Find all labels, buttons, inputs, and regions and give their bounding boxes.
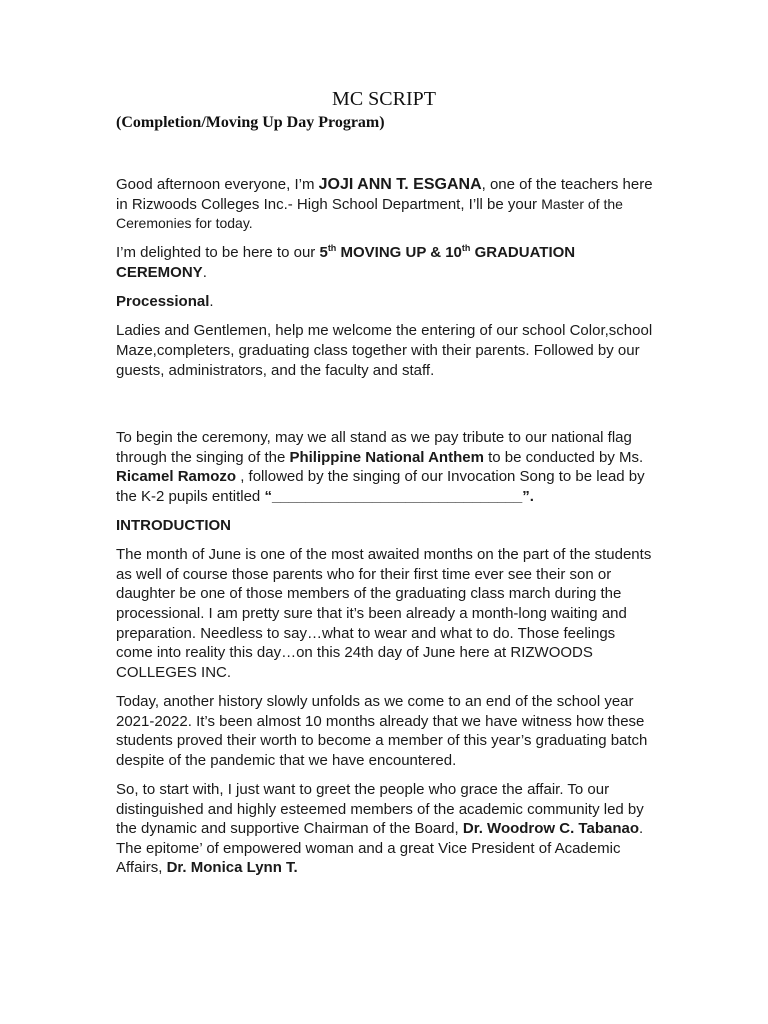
document-body — [116, 175, 656, 888]
chairman-name: Dr. Woodrow C. Tabanao — [462, 820, 639, 838]
greet-text-2: . The epitome’ of empowered woman and a great Vice President of Academic Affairs, — [116, 820, 644, 877]
invocation-song-blank: “______________________________”. — [264, 487, 534, 505]
processional-heading: Processional — [116, 293, 210, 311]
intro-paragraph-1: The month of June is one of the most awaited months on the part of the students as well of course those parents who for their first time ever see their son or daughter be one of those members of the graduating class march during the processional. I am pretty sure that it’s been already a month-long waiting and preparation. Needless to say…what to wear and what to do. Those feelings come into reality this day…on this 24th day of June here at RIZWOODS COLLEGES INC. — [116, 546, 652, 681]
delight-period: . — [202, 263, 207, 281]
anthem-text-2: to be conducted by Ms. — [483, 448, 644, 466]
delight-text: I’m delighted to be here to our — [116, 244, 320, 262]
greeting-text-continued: , one of the teachers here in Rizwoods Colleges Inc.- High School Department, I’ll be your — [116, 176, 653, 213]
document-subtitle: (Completion/Moving Up Day Program) — [116, 114, 385, 131]
processional-period: . — [209, 293, 214, 311]
greet-paragraph — [116, 780, 656, 878]
document-title: MC SCRIPT — [332, 88, 436, 110]
conductor-name: Ricamel Ramozo — [116, 468, 237, 486]
anthem-paragraph — [116, 428, 656, 506]
anthem-title: Philippine National Anthem — [289, 448, 484, 466]
welcome-paragraph: Ladies and Gentlemen, help me welcome the entering of our school Color,school Maze,completers, graduating class together with their parents. Followed by our guests, administrators, and the faculty and staff. — [116, 322, 653, 379]
ordinal-suffix-2: th — [461, 243, 471, 254]
greeting-text: Good afternoon everyone, I’m — [116, 176, 319, 193]
anthem-text-3: , followed by the singing of our Invocation Song to be lead by the K-2 pupils entitled — [116, 468, 645, 505]
greeting-text-end: Master of the Ceremonies for today. — [116, 195, 623, 232]
event-name-end: GRADUATION CEREMONY — [116, 244, 576, 281]
introduction-heading: INTRODUCTION — [116, 517, 231, 535]
processional-paragraph — [116, 292, 656, 312]
event-name-middle: MOVING UP & 10 — [336, 244, 462, 262]
mc-name: JOJI ANN T. ESGANA — [318, 176, 482, 193]
event-number-1: 5 — [319, 244, 328, 262]
greeting-paragraph — [116, 175, 656, 234]
anthem-text-1: To begin the ceremony, may we all stand as we pay tribute to our national flag through the singing of the — [116, 429, 632, 466]
intro-paragraph-2: Today, another history slowly unfolds as we come to an end of the school year 2021-2022. It’s been almost 10 months already that we have witness how these students proved their worth to become a member of this year’s graduating batch despite of the pandemic that we have encountered. — [116, 693, 648, 769]
delight-paragraph — [116, 243, 656, 282]
vp-name: Dr. Monica Lynn T. — [166, 859, 298, 877]
ordinal-suffix-1: th — [327, 243, 337, 254]
greet-text-1: So, to start with, I just want to greet the people who grace the affair. To our distinguished and highly esteemed members of the academic community led by the dynamic and supportive Chairman of the Board, — [116, 781, 644, 838]
